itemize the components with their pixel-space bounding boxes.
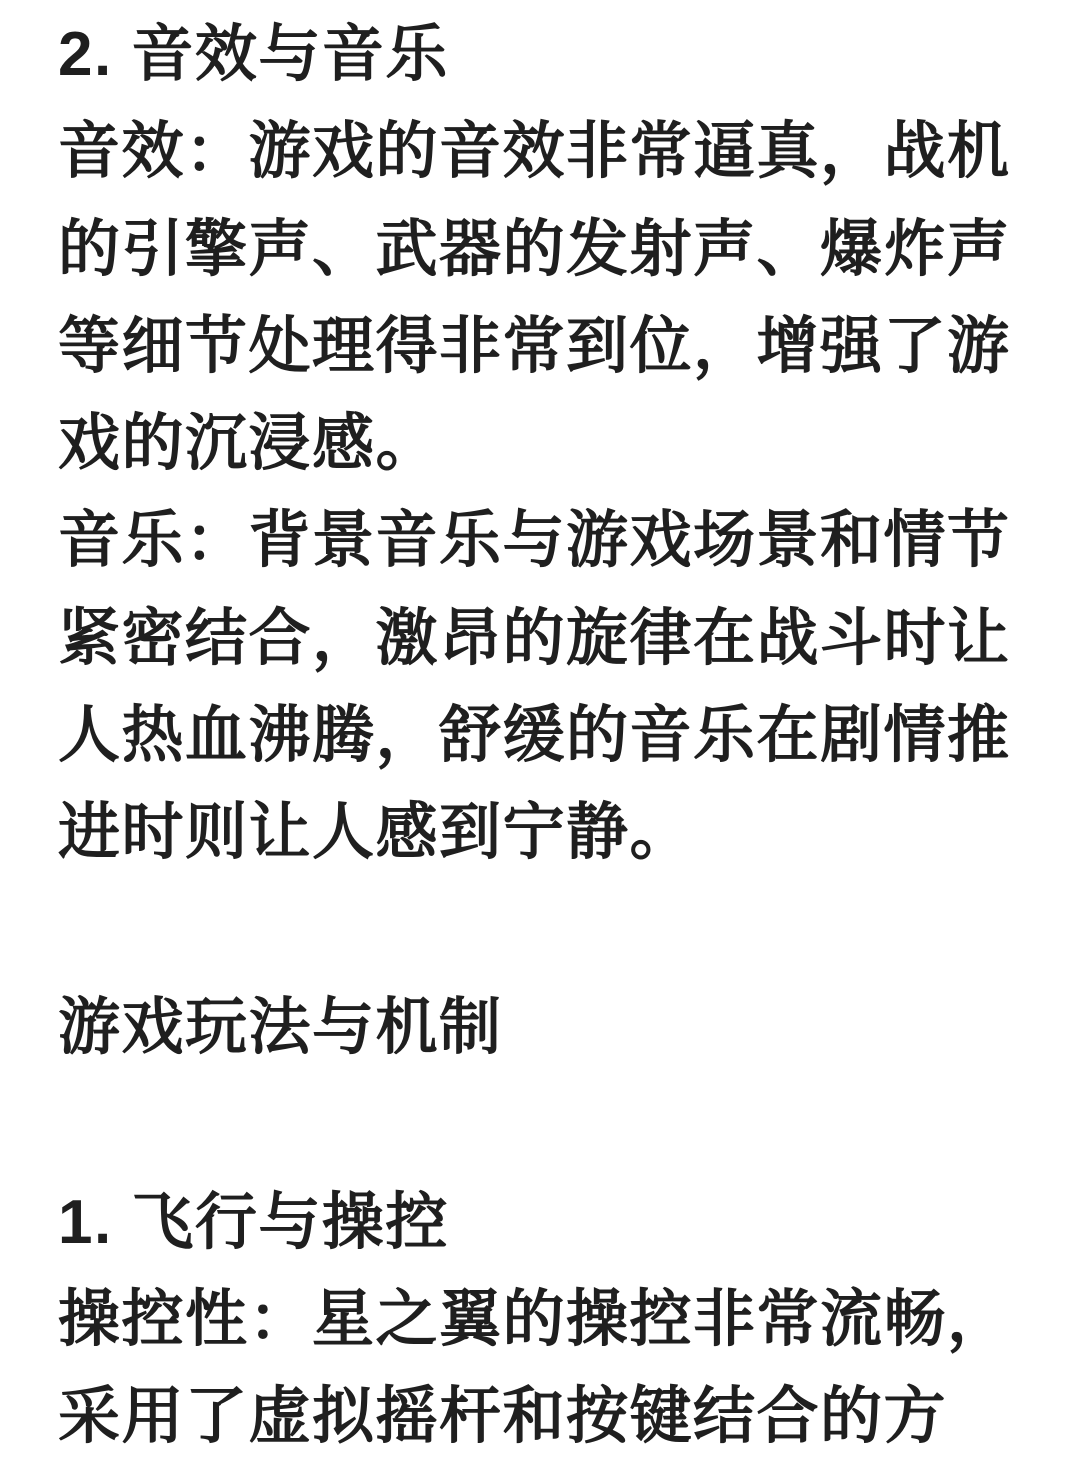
section-heading-audio-music: 2. 音效与音乐 xyxy=(58,20,449,89)
text-line: 紧密结合，激昂的旋律在战斗时让 xyxy=(58,603,1011,673)
section-heading-gameplay-mechanics: 游戏玩法与机制 xyxy=(58,992,503,1062)
subsection-heading-flight-control: 1. 飞行与操控 xyxy=(58,1187,449,1257)
text-line: 音乐：背景音乐与游戏场景和情节 xyxy=(58,506,1011,576)
text-line: 音效：游戏的音效非常逼真，战机 xyxy=(58,117,1011,187)
text-line: 戏的沉浸感。 xyxy=(58,409,440,479)
text-line: 的引擎声、武器的发射声、爆炸声 xyxy=(58,214,1011,284)
blank-line xyxy=(58,882,1030,979)
blank-line xyxy=(58,1076,1030,1173)
text-line: 操控性：星之翼的操控非常流畅， xyxy=(58,1284,1011,1354)
text-line: 进时则让人感到宁静。 xyxy=(58,798,694,868)
text-line: 采用了虚拟摇杆和按键结合的方 xyxy=(58,1382,948,1452)
text-line: 人热血沸腾，舒缓的音乐在剧情推 xyxy=(58,701,1011,771)
text-line: 等细节处理得非常到位，增强了游 xyxy=(58,311,1011,381)
